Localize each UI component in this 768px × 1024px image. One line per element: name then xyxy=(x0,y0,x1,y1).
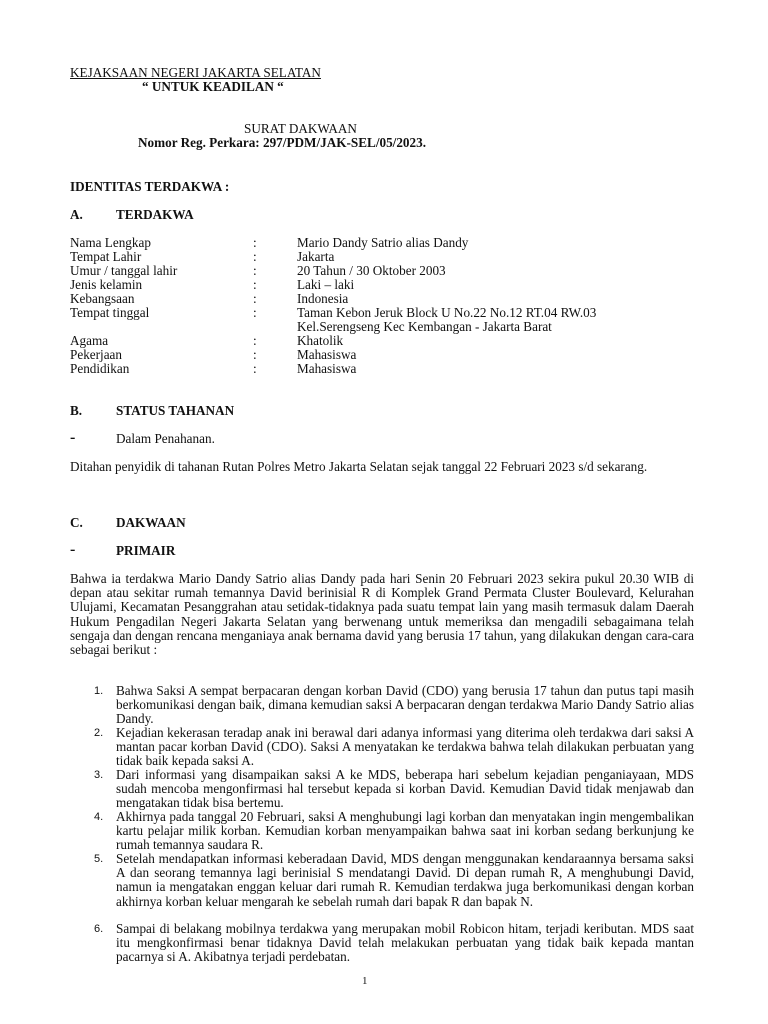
list-item-text: Sampai di belakang mobilnya terdakwa yang merupakan mobil Robicon hitam, terjadi keributan. MDS saat itu mengkonfirmasi benar tidaknya David telah melakukan perbuatan yang tidak baik kepada mantan pacarnya si A. Akibatnya terjadi perdebatan. xyxy=(116,921,694,965)
identity-row xyxy=(70,264,670,278)
identity-row xyxy=(70,334,670,348)
list-item xyxy=(70,922,694,965)
identity-row xyxy=(70,348,670,362)
identity-label: Tempat Lahir xyxy=(70,249,142,264)
identity-row xyxy=(70,250,670,264)
identity-colon: : xyxy=(253,263,257,278)
list-item-text: Bahwa Saksi A sempat berpacaran dengan korban David (CDO) yang berusia 17 tahun dan putus tapi masih berkomunikasi dengan baik, dimana kemudian saksi A berpacaran dengan terdakwa Mario Dandy Satrio alias Dandy. xyxy=(116,683,694,727)
identity-value: Mahasiswa xyxy=(297,347,357,362)
identity-row xyxy=(70,362,670,376)
status-detail: Ditahan penyidik di tahanan Rutan Polres Metro Jakarta Selatan sejak tanggal 22 Februari 2023 s/d sekarang. xyxy=(70,459,648,474)
list-item xyxy=(70,684,694,727)
identity-label: Tempat tinggal xyxy=(70,305,150,320)
list-item-text: Dari informasi yang disampaikan saksi A ke MDS, beberapa hari sebelum kejadian penganiayaan, MDS sudah mencoba mengonfirmasi hal tersebut kepada si korban David. Kemudian David tidak menjawab dan mengatakan tidak bisa bertemu. xyxy=(116,767,694,811)
page-number: 1 xyxy=(362,975,368,987)
section-c-title: DAKWAAN xyxy=(116,515,186,530)
identity-label: Pendidikan xyxy=(70,361,130,376)
document-type: SURAT DAKWAAN xyxy=(244,121,357,136)
identity-heading: IDENTITAS TERDAKWA : xyxy=(70,179,230,194)
identity-row xyxy=(70,278,670,292)
identity-colon: : xyxy=(253,249,257,264)
list-item-text: Setelah mendapatkan informasi keberadaan David, MDS dengan menggunakan kendaraannya bersama saksi A dan seorang temannya lagi berinisial S mendatangi David. Di depan rumah R, A menghubungi David, namun ia mengatakan enggan keluar dari rumah R. Kemudian terdakwa juga berkomunikasi dengan korban akhirnya korban keluar mengarah ke sebelah rumah dari bapak R dan bapak N. xyxy=(116,851,694,909)
section-b-letter: B. xyxy=(70,403,83,418)
list-item xyxy=(70,726,694,769)
indictment-intro: Bahwa ia terdakwa Mario Dandy Satrio alias Dandy pada hari Senin 20 Februari 2023 sekira pukul 20.30 WIB di depan atau sekitar rumah temannya David berinisial R di Komplek Grand Permata Cluster Boulevard, Kelurahan Ulujami, Kecamatan Pesanggrahan atau setidak-tidaknya pada suatu tempat lain yang masih termasuk dalam Daerah Hukum Pengadilan Negeri Jakarta Selatan yang berwenang untuk memeriksa dan mengadili sebagaimana telah sengaja dan dengan rencana menganiaya anak bernama david yang berusia 17 tahun, yang dilakukan dengan cara-cara sebagai berikut : xyxy=(70,571,694,658)
list-item-number: 3. xyxy=(94,769,104,781)
status-item: Dalam Penahanan. xyxy=(116,431,215,446)
identity-label: Umur / tanggal lahir xyxy=(70,263,178,278)
list-item-number: 6. xyxy=(94,923,104,935)
identity-label: Nama Lengkap xyxy=(70,235,151,250)
identity-row xyxy=(70,236,670,250)
registration-number: Nomor Reg. Perkara: 297/PDM/JAK-SEL/05/2023. xyxy=(138,135,427,150)
identity-label: Agama xyxy=(70,333,109,348)
identity-colon: : xyxy=(253,347,257,362)
list-item-number: 4. xyxy=(94,811,104,823)
identity-value: Mario Dandy Satrio alias Dandy xyxy=(297,235,469,250)
identity-value: Jakarta xyxy=(297,249,335,264)
identity-value: 20 Tahun / 30 Oktober 2003 xyxy=(297,263,446,278)
list-item-number: 5. xyxy=(94,853,104,865)
identity-value: Indonesia xyxy=(297,291,349,306)
identity-colon: : xyxy=(253,277,257,292)
section-b-title: STATUS TAHANAN xyxy=(116,403,235,418)
section-a-letter: A. xyxy=(70,207,83,222)
institution-name: KEJAKSAAN NEGERI JAKARTA SELATAN xyxy=(70,65,321,80)
primair-dash: - xyxy=(70,541,76,558)
identity-row xyxy=(70,305,670,334)
list-item-number: 2. xyxy=(94,727,104,739)
identity-label: Jenis kelamin xyxy=(70,277,143,292)
identity-label: Pekerjaan xyxy=(70,347,122,362)
identity-value: Laki – laki xyxy=(297,277,355,292)
primair-title: PRIMAIR xyxy=(116,543,176,558)
identity-value-line2: Kel.Serengseng Kec Kembangan - Jakarta Barat xyxy=(297,319,552,334)
identity-colon: : xyxy=(253,305,257,320)
motto: “ UNTUK KEADILAN “ xyxy=(142,79,284,94)
identity-colon: : xyxy=(253,333,257,348)
identity-colon: : xyxy=(253,361,257,376)
identity-colon: : xyxy=(253,235,257,250)
identity-colon: : xyxy=(253,291,257,306)
list-item-number: 1. xyxy=(94,685,104,697)
section-c-letter: C. xyxy=(70,515,83,530)
list-item xyxy=(70,768,694,811)
identity-value: Mahasiswa xyxy=(297,361,357,376)
list-item xyxy=(70,852,694,909)
list-item xyxy=(70,810,694,853)
identity-label: Kebangsaan xyxy=(70,291,135,306)
status-dash: - xyxy=(70,429,76,446)
identity-row xyxy=(70,292,670,306)
list-item-text: Akhirnya pada tanggal 20 Februari, saksi A menghubungi lagi korban dan menyatakan ingin mengembalikan kartu pelajar milik korban. Kemudian korban menyampaikan bahwa saat ini korban sedang berkunjung ke rumah temannya saudara R. xyxy=(116,809,694,853)
identity-value: Taman Kebon Jeruk Block U No.22 No.12 RT.04 RW.03 xyxy=(297,305,597,320)
section-a-title: TERDAKWA xyxy=(116,207,194,222)
identity-value: Khatolik xyxy=(297,333,344,348)
list-item-text: Kejadian kekerasan teradap anak ini berawal dari adanya informasi yang diterima oleh terdakwa dari saksi A mantan pacar korban David (CDO). Saksi A menyatakan ke terdakwa bahwa telah dilakukan perbuatan yang tidak baik kepada saksi A. xyxy=(116,725,694,769)
